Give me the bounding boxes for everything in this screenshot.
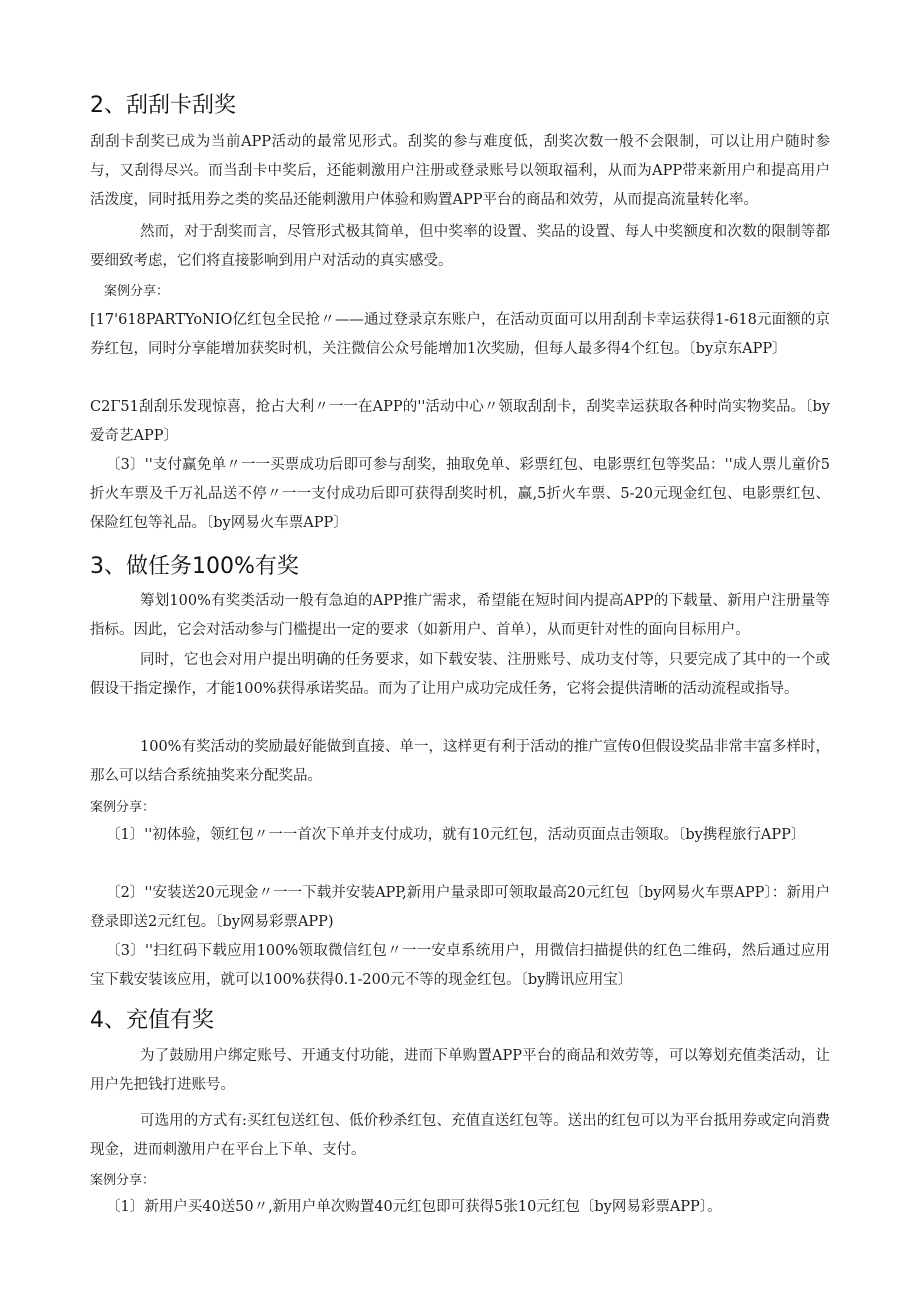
section-4-heading: 4、充值有奖 bbox=[90, 1008, 214, 1033]
section-3-paragraph-1: 筹划100%有奖类活动一般有急迫的APP推广需求，希望能在短时间内提高APP的下载量、新用户注册量等指标。因此，它会对活动参与门槛提出一定的要求（如新用户、首单），从而更针对性的面向目标用户。 bbox=[90, 593, 830, 638]
section-2-case-1: [17'618PARTYoNIO亿红包全民抢〃——通过登录京东账户，在活动页面可以用刮刮卡幸运获得1-618元面额的京券红包，同时分享能增加获奖时机，关注微信公众号能增加1次奖励，但每人最多得4个红包。〔by京东APP〕 bbox=[90, 312, 830, 357]
section-2-heading: 2、刮刮卡刮奖 bbox=[90, 93, 236, 118]
section-2-case-label: 案例分享： bbox=[104, 284, 170, 299]
section-3-case-3: 〔3〕''扫红码下载应用100%领取微信红包〃一一安卓系统用户，用微信扫描提供的红色二维码，然后通过应用宝下载安装该应用，就可以100%获得0.1-200元不等的现金红包。〔by腾讯应用宝〕 bbox=[90, 943, 830, 988]
section-2-case-3: 〔3〕''支付赢免单〃一一买票成功后即可参与刮奖，抽取免单、彩票红包、电影票红包等奖品：''成人票儿童价5折火车票及千万礼品送不停〃一一支付成功后即可获得刮奖时机，赢,5折火车票、5-20元现金红包、电影票红包、保险红包等礼品。〔by网易火车票APP〕 bbox=[90, 457, 830, 531]
section-3-heading: 3、做任务100%有奖 bbox=[90, 554, 299, 579]
section-3-case-2: 〔2〕''安装送20元现金〃一一下载并安装APP,新用户量录即可领取最高20元红包〔by网易火车票APP〕：新用户登录即送2元红包。〔by网易彩票APP) bbox=[90, 885, 830, 930]
section-2-paragraph-2: 然而，对于刮奖而言，尽管形式极其简单，但中奖率的设置、奖品的设置、每人中奖额度和次数的限制等都要细致考虑，它们将直接影响到用户对活动的真实感受。 bbox=[90, 224, 830, 269]
section-4-paragraph-1: 为了鼓励用户绑定账号、开通支付功能，进而下单购置APP平台的商品和效劳等，可以筹划充值类活动，让用户先把钱打进账号。 bbox=[90, 1048, 830, 1093]
section-3-paragraph-2: 同时，它也会对用户提出明确的任务要求，如下载安装、注册账号、成功支付等，只要完成了其中的一个或假设干指定操作，才能100%获得承诺奖品。而为了让用户成功完成任务，它将会提供清晰的活动流程或指导。 bbox=[90, 652, 830, 697]
section-4-case-label: 案例分享： bbox=[90, 1173, 156, 1188]
section-3-case-1: 〔1〕''初体验，领红包〃一一首次下单并支付成功，就有10元红包，活动页面点击领取。〔by携程旅行APP〕 bbox=[106, 827, 806, 843]
section-4-case-1: 〔1〕新用户买40送50〃,新用户单次购置40元红包即可获得5张10元红包〔by网易彩票APP〕。 bbox=[106, 1199, 722, 1215]
section-2-paragraph-1: 刮刮卡刮奖已成为当前APP活动的最常见形式。刮奖的参与难度低，刮奖次数一般不会限制，可以让用户随时参与，又刮得尽兴。而当刮卡中奖后，还能刺激用户注册或登录账号以领取福利，从而为APP带来新用户和提高用户活泼度，同时抵用券之类的奖品还能刺激用户体验和购置APP平台的商品和效劳，从而提高流量转化率。 bbox=[90, 134, 830, 208]
section-3-case-label: 案例分享： bbox=[90, 800, 156, 815]
section-4-paragraph-2: 可选用的方式有:买红包送红包、低价秒杀红包、充值直送红包等。送出的红包可以为平台抵用券或定向消费现金，进而刺激用户在平台上下单、支付。 bbox=[90, 1113, 830, 1158]
section-3-paragraph-3: 100%有奖活动的奖励最好能做到直接、单一，这样更有利于活动的推广宣传0但假设奖品非常丰富多样时，那么可以结合系统抽奖来分配奖品。 bbox=[90, 739, 830, 784]
section-2-case-2: C2Γ51刮刮乐发现惊喜，抢占大利〃一一在APP的''活动中心〃领取刮刮卡，刮奖幸运获取各种时尚实物奖品。〔by爱奇艺APP〕 bbox=[90, 399, 830, 444]
